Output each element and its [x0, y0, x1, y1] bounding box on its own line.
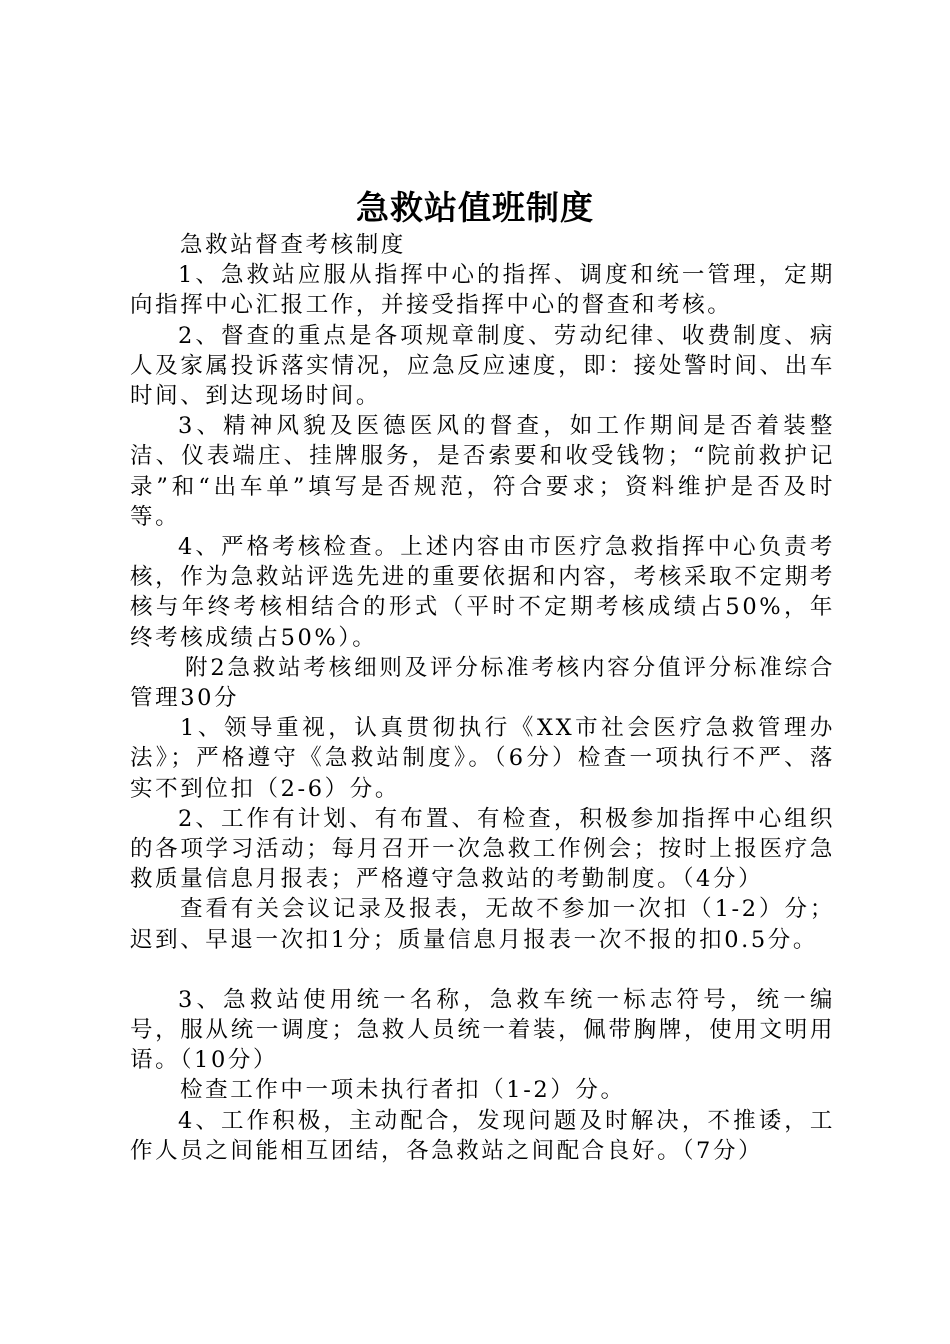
paragraph-item-2: 2、工作有计划、有布置、有检查，积极参加指挥中心组织的各项学习活动；每月召开一次急救工作例会；按时上报医疗急救质量信息月报表；严格遵守急救站的考勤制度。（4分）: [130, 805, 835, 893]
document-body: [130, 230, 835, 1166]
paragraph-item-4: 4、工作积极，主动配合，发现问题及时解决，不推诿，工作人员之间能相互团结，各急救站之间配合良好。（7分）: [130, 1107, 835, 1164]
paragraph-item-3-check: 检查工作中一项未执行者扣（1-2）分。: [180, 1077, 626, 1104]
paragraph-3: 3、精神风貌及医德医风的督查，如工作期间是否着装整洁、仪表端庄、挂牌服务，是否索要和收受钱物；“院前救护记录”和“出车单”填写是否规范，符合要求；资料维护是否及时等。: [130, 413, 835, 530]
document-title: 急救站值班制度: [356, 188, 594, 227]
paragraph-2: 2、督查的重点是各项规章制度、劳动纪律、收费制度、病人及家属投诉落实情况，应急反应速度，即：接处警时间、出车时间、到达现场时间。: [130, 322, 835, 410]
paragraph-1: 1、急救站应服从指挥中心的指挥、调度和统一管理，定期向指挥中心汇报工作，并接受指挥中心的督查和考核。: [130, 262, 835, 319]
blank-line: [130, 955, 835, 985]
paragraph-appendix: 附2急救站考核细则及评分标准考核内容分值评分标准综合管理30分: [130, 654, 835, 712]
paragraph-4: 4、严格考核检查。上述内容由市医疗急救指挥中心负责考核，作为急救站评选先进的重要依据和内容，考核采取不定期考核与年终考核相结合的形式（平时不定期考核成绩占50%，年终考核成绩占50%）。: [130, 534, 835, 651]
paragraph-item-3: 3、急救站使用统一名称，急救车统一标志符号，统一编号，服从统一调度；急救人员统一着装，佩带胸牌，使用文明用语。（10分）: [130, 986, 835, 1074]
paragraph-item-2-check: 查看有关会议记录及报表，无故不参加一次扣（1-2）分；迟到、早退一次扣1分；质量信息月报表一次不报的扣0.5分。: [130, 896, 835, 953]
paragraph-subtitle: 急救站督查考核制度: [180, 232, 406, 258]
paragraph-item-1: 1、领导重视，认真贯彻执行《XX市社会医疗急救管理办法》；严格遵守《急救站制度》。（6分）检查一项执行不严、落实不到位扣（2-6）分。: [130, 715, 835, 802]
